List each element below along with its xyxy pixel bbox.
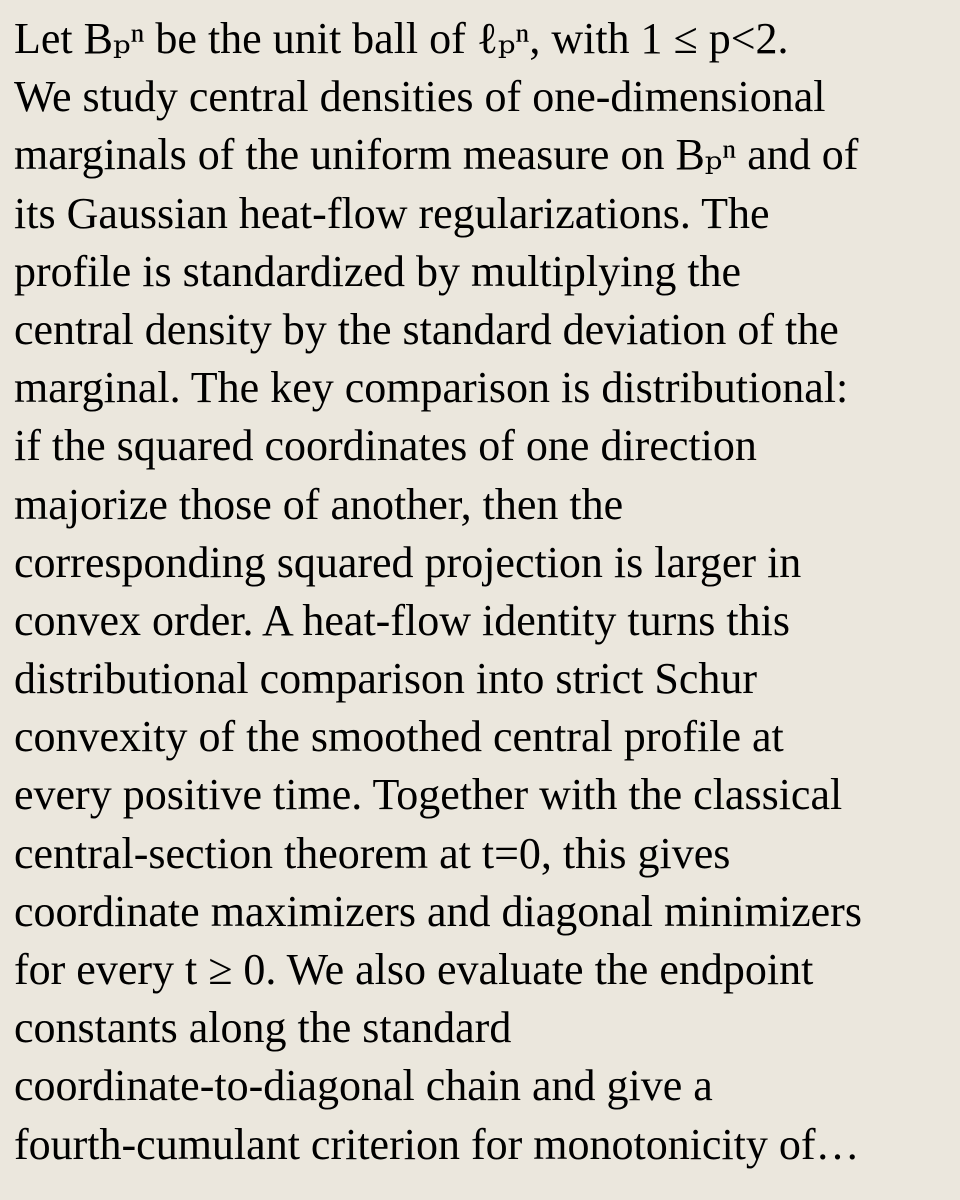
- abstract-line: Let Bₚⁿ be the unit ball of ℓₚⁿ, with 1 ≤ p<2.: [14, 14, 789, 63]
- abstract-line: central density by the standard deviation of the: [14, 304, 839, 354]
- abstract-line: We study central densities of one-dimensional: [14, 72, 826, 122]
- abstract-text: [14, 10, 950, 1174]
- abstract-line: convex order. A heat-flow identity turns this: [14, 595, 790, 645]
- abstract-line: corresponding squared projection is larger in: [14, 537, 802, 587]
- abstract-line: central-section theorem at t=0, this gives: [14, 828, 731, 878]
- abstract-line: for every t ≥ 0. We also evaluate the endpoint: [14, 945, 814, 994]
- abstract-line: fourth-cumulant criterion for monotonicity of…: [14, 1119, 860, 1169]
- abstract-line: its Gaussian heat-flow regularizations. The: [14, 188, 770, 238]
- abstract-line: coordinate maximizers and diagonal minimizers: [14, 886, 862, 936]
- abstract-line: convexity of the smoothed central profile at: [14, 712, 784, 762]
- abstract-line: every positive time. Together with the classical: [14, 770, 843, 820]
- abstract-line: if the squared coordinates of one direction: [14, 421, 757, 471]
- abstract-line: marginal. The key comparison is distributional:: [14, 363, 849, 413]
- abstract-line: constants along the standard: [14, 1003, 512, 1053]
- abstract-line: majorize those of another, then the: [14, 479, 624, 529]
- abstract-line: marginals of the uniform measure on Bₚⁿ and of: [14, 130, 859, 180]
- abstract-line: coordinate-to-diagonal chain and give a: [14, 1061, 713, 1111]
- abstract-line: profile is standardized by multiplying the: [14, 246, 742, 296]
- abstract-line: distributional comparison into strict Schur: [14, 654, 758, 704]
